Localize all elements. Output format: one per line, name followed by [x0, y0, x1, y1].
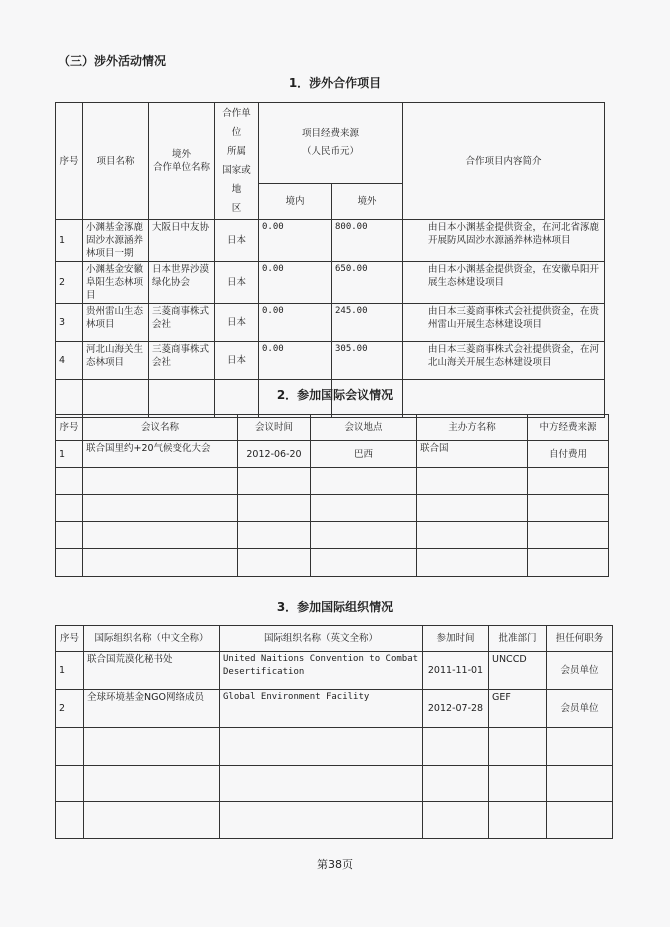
row-content: 由日本小渊基金提供资金，在安徽阜阳开展生态林建设项目	[403, 262, 605, 304]
row-approving-dept: GEF	[489, 690, 547, 728]
row-seq: 1	[56, 441, 83, 468]
table-row-empty	[56, 468, 609, 495]
row-org-name-cn: 全球环境基金NGO网络成员	[84, 690, 220, 728]
row-seq: 3	[56, 304, 83, 342]
table-row	[56, 652, 613, 690]
header-conference-time: 会议时间	[238, 415, 311, 441]
row-project-name: 贵州雷山生态林项目	[83, 304, 149, 342]
row-content: 由日本小渊基金提供资金，在河北省涿鹿开展防风固沙水源涵养林造林项目	[403, 220, 605, 262]
row-content: 由日本三菱商事株式会社提供资金，在河北山海关开展生态林建设项目	[403, 342, 605, 380]
row-org-name-en: United Naitions Convention to Combat Desertification	[220, 652, 423, 690]
header-seq: 序号	[56, 415, 83, 441]
page-number: 第38页	[317, 858, 353, 871]
row-partner: 大阪日中友协	[149, 220, 215, 262]
header-foreign: 境外	[332, 184, 403, 220]
header-conference-name: 会议名称	[83, 415, 238, 441]
row-domestic: 0.00	[259, 220, 332, 262]
row-conference-time: 2012-06-20	[238, 441, 311, 468]
row-country: 日本	[215, 304, 259, 342]
row-seq: 2	[56, 262, 83, 304]
header-org-name-cn: 国际组织名称（中文全称）	[84, 626, 220, 652]
international-orgs-table	[55, 625, 613, 839]
row-partner: 日本世界沙漠绿化协会	[149, 262, 215, 304]
row-content: 由日本三菱商事株式会社提供资金，在贵州雷山开展生态林建设项目	[403, 304, 605, 342]
row-position: 会员单位	[547, 652, 613, 690]
row-foreign: 305.00	[332, 342, 403, 380]
header-seq: 序号	[56, 103, 83, 220]
row-partner: 三菱商事株式会社	[149, 304, 215, 342]
row-conference-place: 巴西	[311, 441, 417, 468]
header-org-name-en: 国际组织名称（英文全称）	[220, 626, 423, 652]
table-row-empty	[56, 728, 613, 766]
table-row	[56, 262, 605, 304]
row-seq: 4	[56, 342, 83, 380]
row-org-name-en: Global Environment Facility	[220, 690, 423, 728]
table-row	[56, 342, 605, 380]
table2-title: 2．参加国际会议情况	[276, 388, 394, 402]
header-approving-dept: 批准部门	[489, 626, 547, 652]
table-row-empty	[56, 495, 609, 522]
row-position: 会员单位	[547, 690, 613, 728]
conferences-table	[55, 414, 609, 577]
header-seq: 序号	[56, 626, 84, 652]
row-seq: 1	[56, 220, 83, 262]
row-join-time: 2011-11-01	[423, 652, 489, 690]
table1-title: 1．涉外合作项目	[288, 76, 382, 90]
table-row-empty	[56, 766, 613, 802]
row-project-name: 小渊基金涿鹿固沙水源涵养林项目一期	[83, 220, 149, 262]
header-position: 担任何职务	[547, 626, 613, 652]
header-join-time: 参加时间	[423, 626, 489, 652]
row-domestic: 0.00	[259, 262, 332, 304]
row-seq: 1	[56, 652, 84, 690]
row-foreign: 800.00	[332, 220, 403, 262]
table-row-empty	[56, 522, 609, 549]
cooperation-projects-table	[55, 102, 605, 418]
row-foreign: 245.00	[332, 304, 403, 342]
row-domestic: 0.00	[259, 304, 332, 342]
row-partner: 三菱商事株式会社	[149, 342, 215, 380]
header-host: 主办方名称	[417, 415, 528, 441]
table-row	[56, 220, 605, 262]
header-funding: 项目经费来源 （人民币元）	[259, 103, 403, 184]
table-row-empty	[56, 549, 609, 577]
row-org-name-cn: 联合国荒漠化秘书处	[84, 652, 220, 690]
table-row-empty	[56, 802, 613, 839]
table-row	[56, 690, 613, 728]
header-project-name: 项目名称	[83, 103, 149, 220]
row-conference-name: 联合国里约+20气候变化大会	[83, 441, 238, 468]
row-country: 日本	[215, 220, 259, 262]
row-project-name: 小渊基金安徽阜阳生态林项目	[83, 262, 149, 304]
header-conference-place: 会议地点	[311, 415, 417, 441]
row-funding-source: 自付费用	[528, 441, 609, 468]
table3-title: 3．参加国际组织情况	[276, 600, 394, 614]
row-approving-dept: UNCCD	[489, 652, 547, 690]
header-country: 合作单位 所属 国家或地 区	[215, 103, 259, 220]
row-domestic: 0.00	[259, 342, 332, 380]
header-funding-source: 中方经费来源	[528, 415, 609, 441]
row-host: 联合国	[417, 441, 528, 468]
row-country: 日本	[215, 342, 259, 380]
row-seq: 2	[56, 690, 84, 728]
header-domestic: 境内	[259, 184, 332, 220]
header-content: 合作项目内容简介	[403, 103, 605, 220]
table-row	[56, 304, 605, 342]
row-foreign: 650.00	[332, 262, 403, 304]
section-title: （三）涉外活动情况	[58, 54, 167, 68]
row-country: 日本	[215, 262, 259, 304]
row-join-time: 2012-07-28	[423, 690, 489, 728]
table-row	[56, 441, 609, 468]
row-project-name: 河北山海关生态林项目	[83, 342, 149, 380]
header-partner: 境外 合作单位名称	[149, 103, 215, 220]
